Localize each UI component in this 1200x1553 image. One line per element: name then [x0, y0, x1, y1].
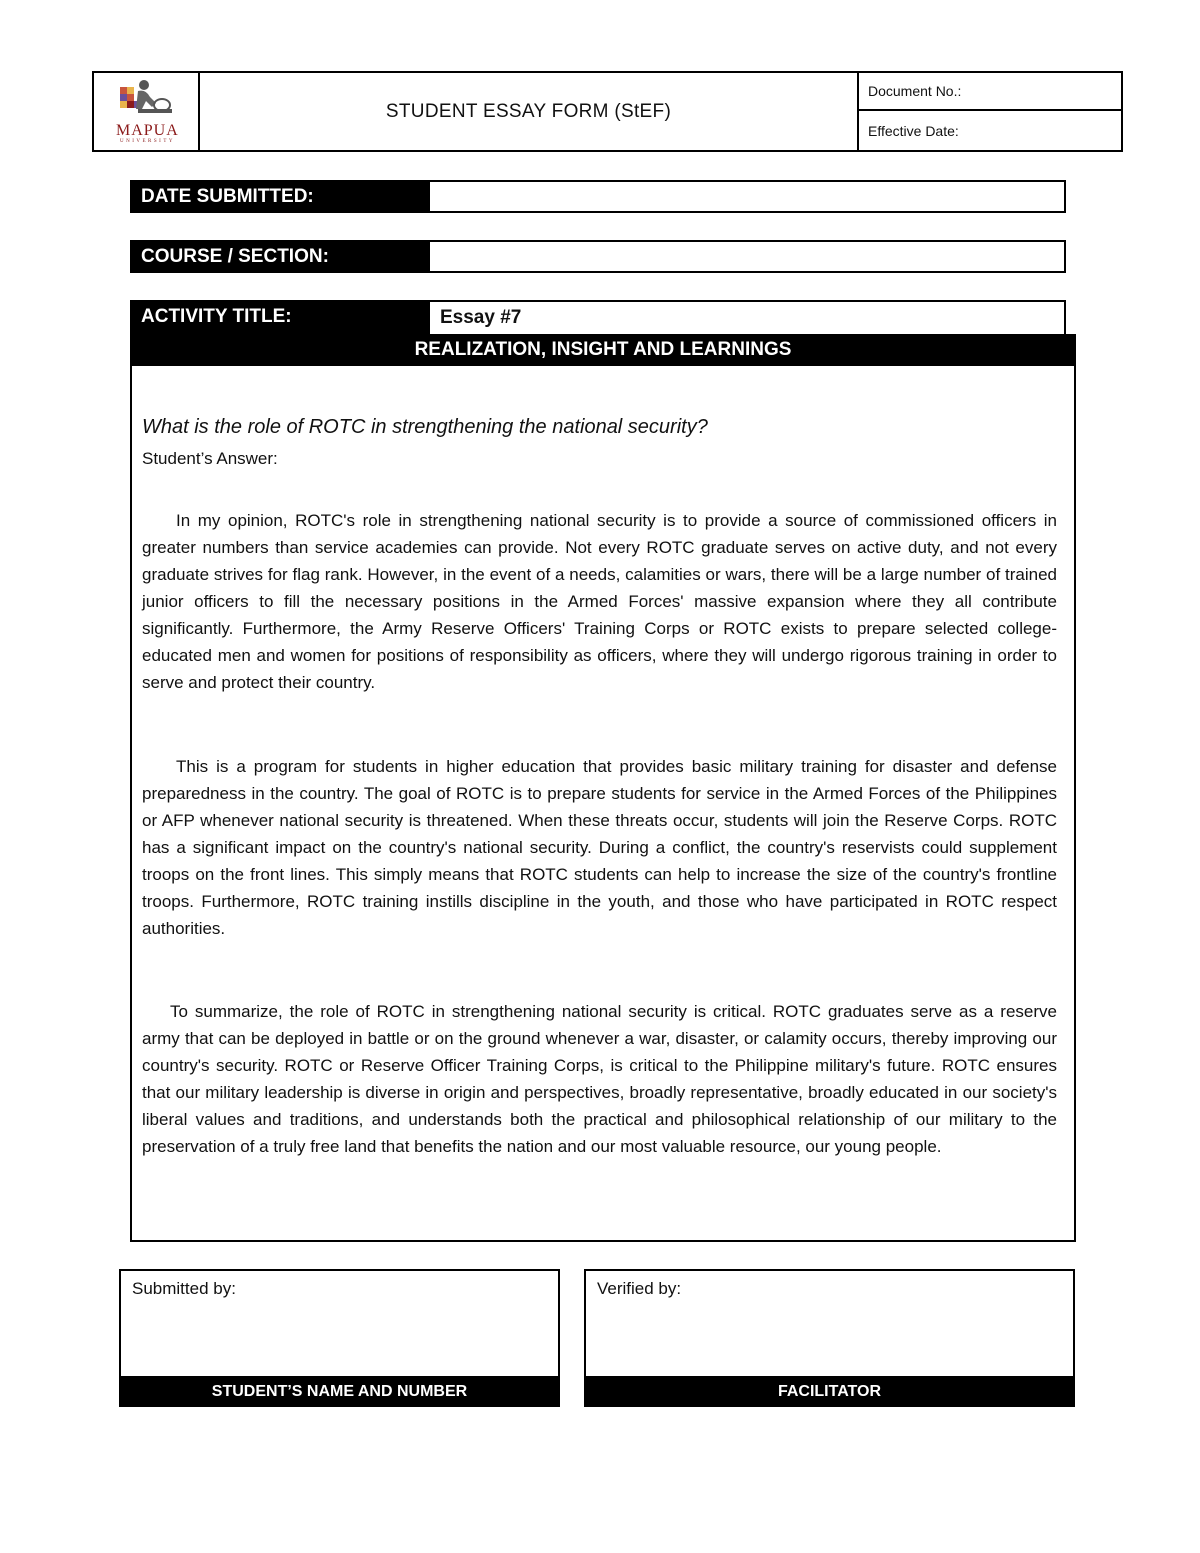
date-submitted-label: DATE SUBMITTED: [130, 180, 430, 213]
logo-name: MAPUA [116, 122, 179, 139]
verified-by-label: Verified by: [597, 1279, 682, 1298]
answer-paragraph-3: To summarize, the role of ROTC in strengthening national security is critical. ROTC graduates serve as a reserve army that can be deployed in battle or on the ground whenever a war, disaster, or calamity occurs, thereby improving our country's security. ROTC or Reserve Officer Training Corps, is critical to the Philippine military's future. ROTC ensures that our military leadership is diverse in origin and perspectives, broadly representative, broadly educated in our society's liberal values and traditions, and understands both the practical and philosophical relationship of our military to the preservation of a truly free land that benefits the nation and our most valuable resource, our young people. [142, 1002, 1057, 1156]
form-title: STUDENT ESSAY FORM (StEF) [200, 73, 859, 150]
form-header [92, 71, 1123, 152]
activity-title-label: ACTIVITY TITLE: [130, 300, 430, 334]
activity-title-value: Essay #7 [440, 307, 522, 328]
date-submitted-field[interactable] [428, 180, 1066, 213]
facilitator-caption: FACILITATOR [584, 1377, 1075, 1407]
activity-title-field[interactable] [428, 300, 1066, 334]
submitted-by-label: Submitted by: [132, 1279, 236, 1298]
submitted-by-box[interactable] [119, 1269, 560, 1378]
answer-label: Student’s Answer: [142, 449, 278, 468]
document-no-label: Document No.: [859, 73, 1121, 111]
section-heading: REALIZATION, INSIGHT AND LEARNINGS [130, 334, 1076, 366]
course-section-field[interactable] [428, 240, 1066, 273]
course-section-label: COURSE / SECTION: [130, 240, 430, 273]
effective-date-label: Effective Date: [868, 122, 959, 139]
answer-paragraph-1: In my opinion, ROTC's role in strengthening national security is to provide a source of commissioned officers in greater numbers than service academies can provide. Not every ROTC graduate serves on active duty, and not every graduate strives for flag rank. However, in the event of a needs, calamities or wars, there will be a large number of trained junior officers to fill the necessary positions in the Armed Forces' massive expansion where they all contribute significantly. Furthermore, the Army Reserve Officers' Training Corps or ROTC exists to prepare selected college-educated men and women for positions of responsibility as officers, where they will undergo rigorous training in order to serve and protect their country. [142, 511, 1057, 692]
verified-by-box[interactable] [584, 1269, 1075, 1378]
logo-subname: UNIVERSITY [120, 139, 175, 144]
answer-paragraph-2: This is a program for students in higher education that provides basic military training for disaster and defense preparedness in the country. The goal of ROTC is to prepare students for service in the Armed Forces of the Philippines or AFP whenever national security is threatened. When these threats occur, students will join the Reserve Corps. ROTC has a significant impact on the country's national security. During a conflict, the country's reservists could supplement troops on the front lines. This simply means that ROTC students can help to increase the size of the country's frontline troops. Furthermore, ROTC training instills discipline in the youth, and those who have participated in ROTC respect authorities. [142, 757, 1057, 938]
essay-question: What is the role of ROTC in strengthening the national security? [142, 416, 708, 438]
logo-cell [94, 73, 200, 150]
student-name-caption: STUDENT’S NAME AND NUMBER [119, 1377, 560, 1407]
